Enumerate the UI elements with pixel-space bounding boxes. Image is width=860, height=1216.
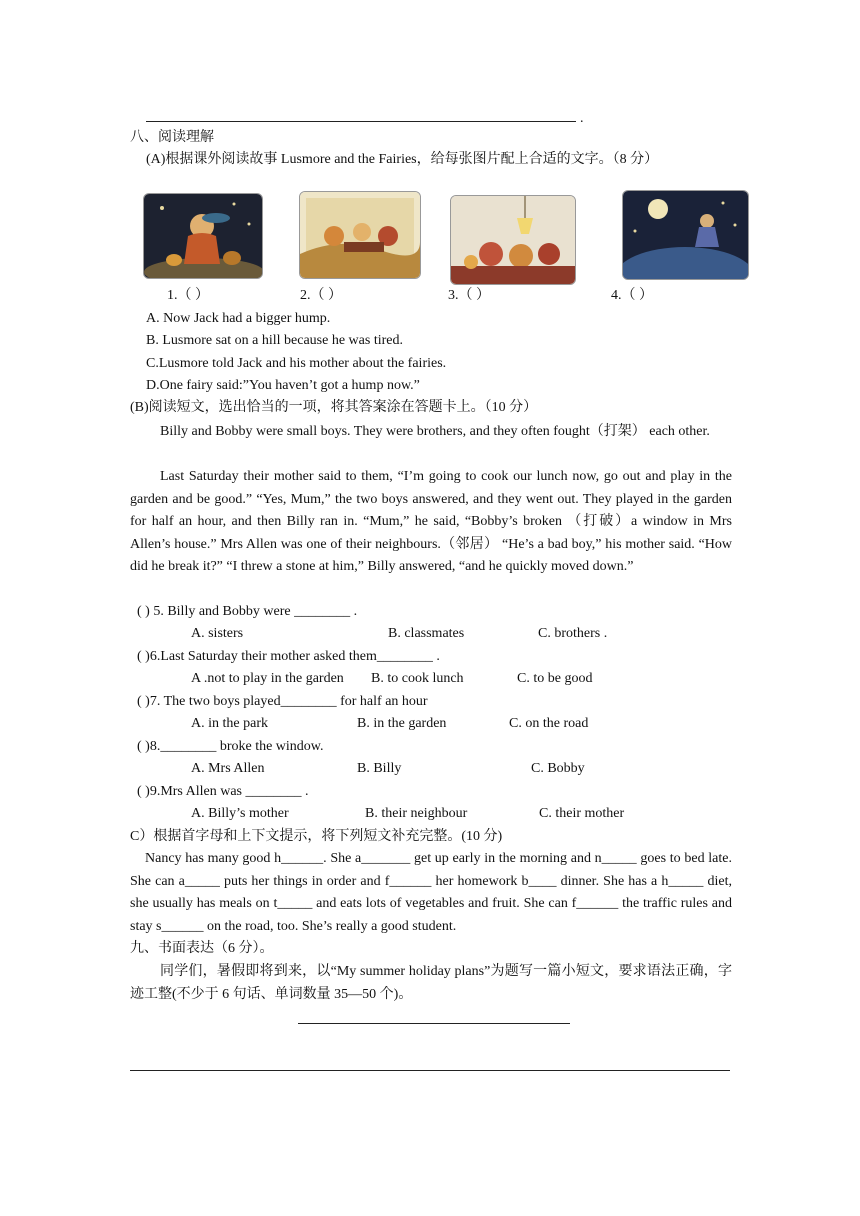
question-6-option-c[interactable]: C. to be good	[517, 671, 593, 686]
picture-blank-1[interactable]: 1.（ ）	[167, 288, 209, 303]
partA-instruction: (A)根据课外阅读故事 Lusmore and the Fairies，给每张图片配上合适的文字。（8 分）	[146, 152, 659, 167]
question-8-option-c[interactable]: C. Bobby	[531, 761, 585, 776]
section9-heading: 九、书面表达（6 分）。	[130, 941, 274, 956]
question-5-option-c[interactable]: C. brothers .	[538, 626, 608, 641]
question-5-option-a[interactable]: A. sisters	[191, 626, 244, 641]
story-picture-4	[622, 190, 749, 280]
question-7-option-b[interactable]: B. in the garden	[357, 716, 447, 731]
partC-instruction: C）根据首字母和上下文提示，将下列短文补充完整。(10 分)	[130, 829, 503, 844]
section8-heading: 八、阅读理解	[130, 130, 214, 145]
writing-answer-line[interactable]	[130, 1070, 730, 1071]
question-9-option-c[interactable]: C. their mother	[539, 806, 625, 821]
question-9-option-b[interactable]: B. their neighbour	[365, 806, 468, 821]
question-7-stem: ( )7. The two boys played________ for half an hour	[137, 694, 428, 709]
picture-blank-3[interactable]: 3.（ ）	[448, 288, 490, 303]
partC-passage: Nancy has many good h______. She a_______ get up early in the morning and n_____ goes to bed late. She can a_____ puts her things in order and f______ her homework b____ dinner. She has a h_____ diet, she usually has meals on t_____ and eats lots of vegetables and fruit. She can f______ the traffic rules and stay s______ on the road, too. She’s really a good student.	[130, 851, 732, 934]
question-7-option-a[interactable]: A. in the park	[191, 716, 268, 731]
partA-option-c: C.Lusmore told Jack and his mother about the fairies.	[146, 356, 447, 371]
question-6-option-a[interactable]: A .not to play in the garden	[191, 671, 344, 686]
answer-line-top	[146, 121, 576, 122]
partA-option-a: A. Now Jack had a bigger hump.	[146, 311, 331, 326]
story-picture-1	[143, 193, 263, 279]
question-6-stem: ( )6.Last Saturday their mother asked them________ .	[137, 649, 440, 664]
partA-option-b: B. Lusmore sat on a hill because he was tired.	[146, 333, 403, 348]
question-9-option-a[interactable]: A. Billy’s mother	[191, 806, 289, 821]
story-picture-2	[299, 191, 421, 279]
question-5-stem: ( ) 5. Billy and Bobby were ________ .	[137, 604, 358, 619]
story-picture-3	[450, 195, 576, 285]
question-8-option-a[interactable]: A. Mrs Allen	[191, 761, 265, 776]
partB-passage-p1: Billy and Bobby were small boys. They were brothers, and they often fought（打架） each other.	[160, 424, 710, 439]
picture-blank-4[interactable]: 4.（ ）	[611, 288, 653, 303]
writing-title-line[interactable]	[298, 1023, 570, 1024]
question-5-option-b[interactable]: B. classmates	[388, 626, 465, 641]
partB-instruction: (B)阅读短文，选出恰当的一项，将其答案涂在答题卡上。（10 分）	[130, 400, 538, 415]
question-9-stem: ( )9.Mrs Allen was ________ .	[137, 784, 309, 799]
picture-blank-2[interactable]: 2.（ ）	[300, 288, 342, 303]
question-6-option-b[interactable]: B. to cook lunch	[371, 671, 464, 686]
partA-option-d: D.One fairy said:”You haven’t got a hump now.”	[146, 378, 420, 393]
partB-passage-p2: Last Saturday their mother said to them, “I’m going to cook our lunch now, go out and play in the garden and be good.” “Yes, Mum,” the two boys answered, and they went out. They played in the garden for half an hour, and then Billy ran in. “Mum,” he said, “Bobby’s broken （打破）a window in Mrs Allen’s house.” Mrs Allen was one of their neighbours.（邻居） “He’s a bad boy,” his mother said. “How did he break it?” “I threw a stone at him,” Billy answered, “and he quickly moved down.”	[130, 469, 732, 574]
question-8-stem: ( )8.________ broke the window.	[137, 739, 324, 754]
question-8-option-b[interactable]: B. Billy	[357, 761, 402, 776]
question-7-option-c[interactable]: C. on the road	[509, 716, 589, 731]
section9-instruction: 同学们，暑假即将到来，以“My summer holiday plans”为题写一篇小短文，要求语法正确，字迹工整(不少于 6 句话、单词数量 35—50 个)。	[130, 964, 732, 1002]
top-period: .	[580, 111, 584, 126]
